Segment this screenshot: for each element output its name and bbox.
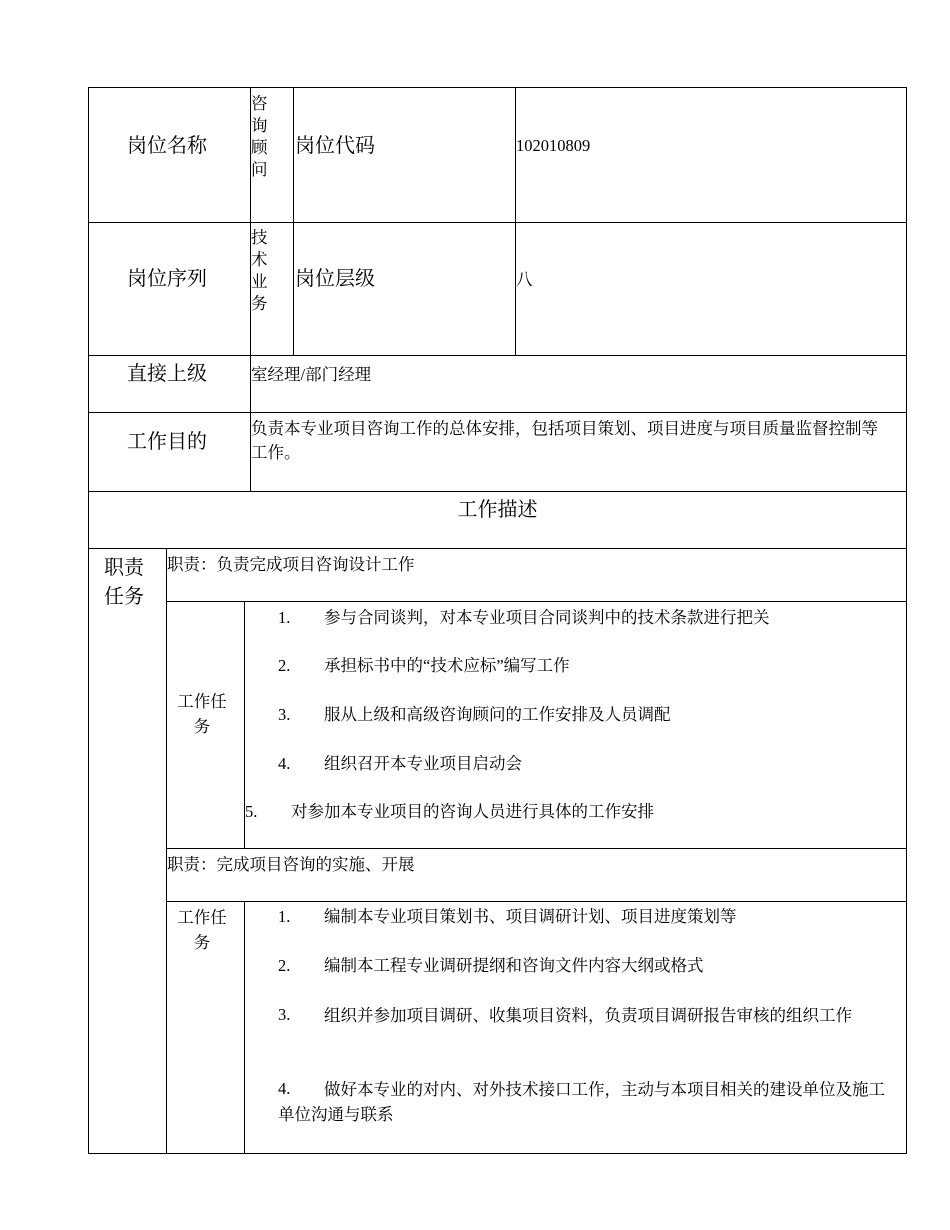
section-title: 工作描述 bbox=[457, 499, 538, 521]
row-divider bbox=[166, 601, 907, 602]
task-number: 1. bbox=[278, 608, 291, 627]
task-number: 1. bbox=[278, 907, 291, 926]
position-sequence-label: 岗位序列 bbox=[127, 268, 207, 290]
responsibility-title: 职责：负责完成项目咨询设计工作 bbox=[167, 555, 415, 574]
col-divider bbox=[515, 87, 516, 356]
task-text: 做好本专业的对内、对外技术接口工作，主动与本项目相关的建设单位及施工单位沟通与联系 bbox=[278, 1080, 885, 1124]
duties-label: 职责任务 bbox=[104, 557, 144, 608]
task-text: 承担标书中的“技术应标”编写工作 bbox=[324, 656, 570, 675]
table-border-left bbox=[88, 87, 89, 1154]
position-sequence-value: 技术业务 bbox=[251, 228, 268, 313]
row-divider bbox=[88, 412, 907, 413]
col-divider bbox=[244, 901, 245, 1154]
task-text: 服从上级和高级咨询顾问的工作安排及人员调配 bbox=[324, 705, 671, 724]
position-level-value: 八 bbox=[516, 270, 533, 289]
row-divider bbox=[88, 491, 907, 492]
position-level-label: 岗位层级 bbox=[295, 268, 375, 290]
purpose-label: 工作目的 bbox=[127, 431, 207, 453]
task-text: 参与合同谈判，对本专业项目合同谈判中的技术条款进行把关 bbox=[324, 608, 770, 627]
responsibility-title: 职责：完成项目咨询的实施、开展 bbox=[167, 855, 415, 874]
row-divider bbox=[166, 848, 907, 849]
task-number: 4. bbox=[278, 754, 291, 773]
table-border-right bbox=[906, 87, 907, 1154]
table-border-top bbox=[88, 87, 907, 88]
col-divider bbox=[166, 548, 167, 1154]
task-text: 对参加本专业项目的咨询人员进行具体的工作安排 bbox=[291, 802, 654, 821]
task-text: 组织召开本专业项目启动会 bbox=[324, 754, 522, 773]
task-label: 工作任务 bbox=[177, 692, 227, 736]
purpose-value: 负责本专业项目咨询工作的总体安排，包括项目策划、项目进度与项目质量监督控制等工作。 bbox=[251, 419, 878, 462]
position-name-value: 咨询顾问 bbox=[251, 94, 268, 179]
col-divider bbox=[293, 87, 294, 356]
task-number: 2. bbox=[278, 656, 291, 675]
row-divider bbox=[166, 901, 907, 902]
task-number: 5. bbox=[245, 802, 258, 821]
table-border-bottom bbox=[88, 1153, 907, 1154]
task-number: 3. bbox=[278, 1005, 291, 1024]
position-code-value: 102010809 bbox=[516, 136, 591, 155]
task-text: 编制本工程专业调研提纲和咨询文件内容大纲或格式 bbox=[324, 956, 704, 975]
task-number: 4. bbox=[278, 1079, 291, 1098]
row-divider bbox=[88, 222, 907, 223]
position-code-label: 岗位代码 bbox=[295, 135, 375, 157]
row-divider bbox=[88, 355, 907, 356]
task-text: 编制本专业项目策划书、项目调研计划、项目进度策划等 bbox=[324, 907, 737, 926]
task-label: 工作任务 bbox=[177, 908, 227, 952]
task-text: 组织并参加项目调研、收集项目资料，负责项目调研报告审核的组织工作 bbox=[324, 1006, 852, 1025]
supervisor-label: 直接上级 bbox=[127, 363, 207, 385]
task-number: 3. bbox=[278, 705, 291, 724]
task-number: 2. bbox=[278, 956, 291, 975]
row-divider bbox=[88, 548, 907, 549]
position-name-label: 岗位名称 bbox=[127, 135, 207, 157]
supervisor-value: 室经理/部门经理 bbox=[251, 365, 372, 384]
